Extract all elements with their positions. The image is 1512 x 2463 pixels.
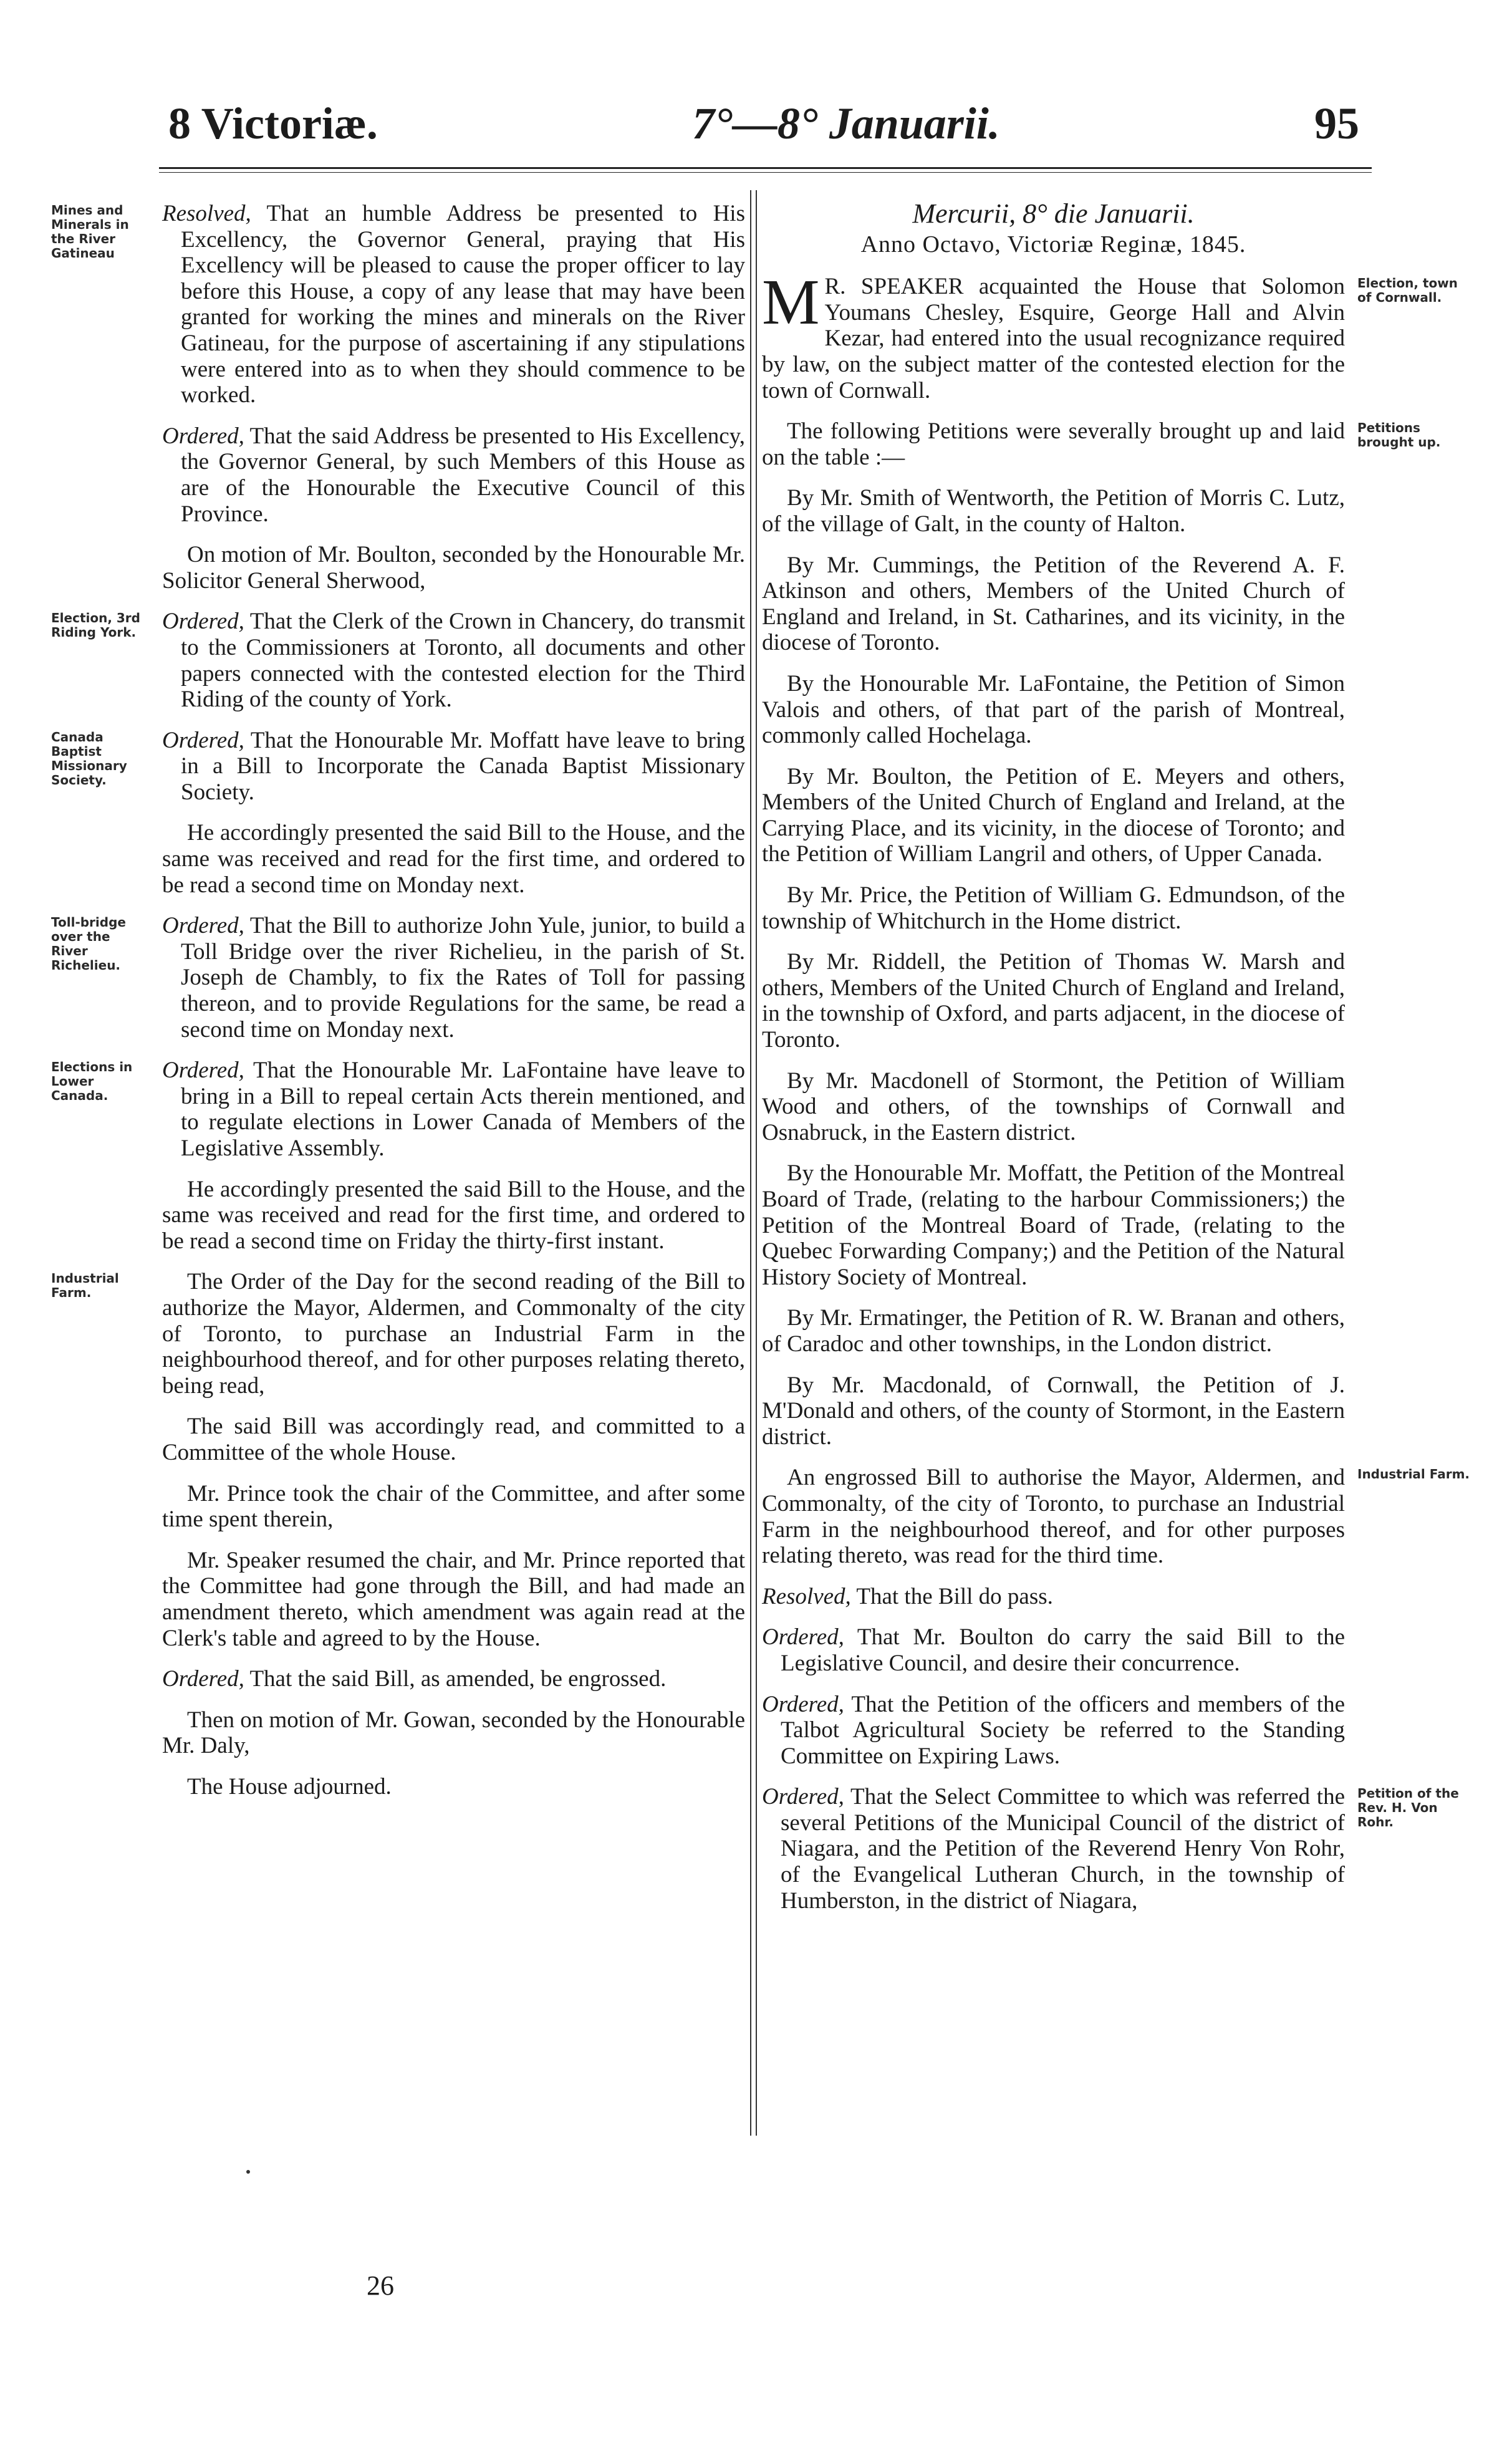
paragraph-text: By the Honourable Mr. Moffatt, the Petition of the Montreal Board of Trade, (relating to the harbour Commissioners;) the Petition of the Montreal Board of Trade, (relating to the Quebec Forwarding Company;) and the Petition of the Natural History Society of Montreal. xyxy=(762,1160,1345,1290)
margin-note: Election, town of Cornwall. xyxy=(1357,276,1458,306)
right-paragraph xyxy=(762,671,1345,749)
paragraph-text: By Mr. Boulton, the Petition of E. Meyers and others, Members of the United Church of England and Ireland, at the Carrying Place, and its vicinity, in the diocese of Toronto; and the Petition of William Langril and others, of Upper Canada. xyxy=(762,763,1345,867)
left-paragraph xyxy=(162,1177,745,1255)
drop-capital: M xyxy=(762,266,820,339)
paragraph-text: He accordingly presented the said Bill to the House, and the same was received and read for the first time, and ordered to be read a second time on Monday next. xyxy=(162,820,745,898)
paragraph-text: That the Bill to authorize John Yule, junior, to build a Toll Bridge over the river Richelieu, in the parish of St. Joseph de Chambly, to fix the Rates of Toll for passing thereon, and to provide Regulations for the same, be read a second time on Monday next. xyxy=(181,913,745,1043)
column-divider-right xyxy=(756,190,757,2136)
right-column xyxy=(762,198,1470,1929)
paragraph-text: That the said Address be presented to His Excellency, the Governor General, by such Members of this House as are of the Honourable the Executive Council of this Province. xyxy=(181,423,745,527)
right-paragraph xyxy=(762,1584,1345,1610)
header-rule xyxy=(159,167,1372,169)
paragraph-text: By Mr. Cummings, the Petition of the Reverend A. F. Atkinson and others, Members of the United Church of England and Ireland, in St. Catharines, and its vicinity, in the diocese of Toronto. xyxy=(762,552,1345,656)
right-paragraph xyxy=(762,1305,1345,1357)
page-signature: 26 xyxy=(367,2270,394,2301)
left-paragraph xyxy=(162,820,745,898)
right-paragraph xyxy=(762,552,1345,656)
left-paragraph xyxy=(51,727,745,806)
paragraph-text: By Mr. Macdonald, of Cornwall, the Petition of J. M'Donald and others, of the county of Stormont, in the Eastern district. xyxy=(762,1372,1345,1450)
header-rule-thin xyxy=(159,172,1372,173)
paragraph-text: That the Bill do pass. xyxy=(850,1583,1053,1609)
paragraph-text: By Mr. Macdonell of Stormont, the Petition of William Wood and others, of the townships of Cornwall and Osnabruck, in the Eastern district. xyxy=(762,1068,1345,1145)
regnal-year: Anno Octavo, Victoriæ Reginæ, 1845. xyxy=(860,231,1246,258)
paragraph-text: That the Honourable Mr. LaFontaine have leave to bring in a Bill to repeal certain Acts therein mentioned, and to regulate elections in Lower Canada of Members of the Legislative Assembly. xyxy=(181,1058,745,1161)
margin-note: Elections in Lower Canada. xyxy=(51,1059,133,1104)
right-paragraph xyxy=(762,418,1441,470)
right-paragraph xyxy=(762,1372,1345,1450)
paragraph-text: Mr. Speaker resumed the chair, and Mr. Prince reported that the Committee had gone through the Bill, and had made an amendment thereto, which amendment was again read at the Clerk's table and agreed to by the House. xyxy=(162,1547,745,1651)
left-paragraph xyxy=(162,1774,745,1800)
paragraph-text: That an humble Address be presented to His Excellency, the Governor General, praying that His Excellency will be pleased to cause the proper officer to lay before this House, a copy of any lease that may have been granted for working the mines and minerals on the River Gatineau, for the purpose of ascertaining if any stipulations were entered into as to when they should commence to be worked. xyxy=(181,201,745,408)
left-paragraph xyxy=(162,423,745,527)
paragraph-label: Resolved, xyxy=(762,1583,851,1609)
paragraph-text: He accordingly presented the said Bill to the House, and the same was received and read for the first time, and ordered to be read a second time on Friday the thirty-first instant. xyxy=(162,1176,745,1254)
margin-note: Toll-bridge over the River Richelieu. xyxy=(51,915,126,973)
paragraph-text: By Mr. Price, the Petition of William G. Edmundson, of the township of Whitchurch in the Home district. xyxy=(762,882,1345,934)
left-paragraph xyxy=(51,609,745,713)
right-paragraph xyxy=(762,1624,1345,1676)
right-paragraph xyxy=(762,1068,1345,1146)
left-paragraph xyxy=(162,542,745,594)
right-paragraph xyxy=(762,1160,1345,1290)
header-left: 8 Victoriæ. xyxy=(168,99,378,148)
paragraph-text: The House adjourned. xyxy=(187,1773,392,1800)
page-number: 95 xyxy=(1314,99,1359,148)
left-paragraph xyxy=(162,1548,745,1651)
paragraph-label: Ordered, xyxy=(762,1624,844,1651)
margin-note: Industrial Farm. xyxy=(51,1271,119,1301)
paragraph-text: Then on motion of Mr. Gowan, seconded by the Honourable Mr. Daly, xyxy=(162,1707,746,1759)
paragraph-text: That Mr. Boulton do carry the said Bill to the Legislative Council, and desire their concurrence. xyxy=(781,1624,1345,1676)
paragraph-label: Ordered, xyxy=(162,1666,244,1692)
paragraph-label: Ordered, xyxy=(162,727,244,753)
paragraph-text: That the Honourable Mr. Moffatt have leave to bring in a Bill to Incorporate the Canada Baptist Missionary Society. xyxy=(181,727,745,805)
left-paragraph xyxy=(162,1414,745,1465)
paragraph-label: Ordered, xyxy=(162,1058,244,1084)
left-paragraph xyxy=(51,201,745,408)
right-paragraph xyxy=(762,1784,1459,1914)
left-paragraph xyxy=(162,1707,745,1759)
paragraph-text: The Order of the Day for the second reading of the Bill to authorize the Mayor, Aldermen, and Commonalty of the city of Toronto, to purchase an Industrial Farm in the neighbourhood thereof, and for other purposes relating thereto, being read, xyxy=(162,1269,745,1399)
margin-note: Industrial Farm. xyxy=(1357,1467,1470,1482)
left-paragraph xyxy=(51,1058,745,1161)
right-paragraph xyxy=(762,1465,1470,1569)
left-paragraph xyxy=(51,913,745,1043)
left-paragraph xyxy=(162,1481,745,1533)
margin-note: Election, 3rd Riding York. xyxy=(51,610,140,640)
margin-note: Petition of the Rev. H. Von Rohr. xyxy=(1357,1786,1459,1830)
margin-note: Canada Baptist Missionary Society. xyxy=(51,729,127,788)
paragraph-text: By Mr. Ermatinger, the Petition of R. W. Branan and others, of Caradoc and other townships, in the London district. xyxy=(762,1305,1345,1357)
right-paragraph xyxy=(762,485,1345,537)
left-column xyxy=(51,201,746,1815)
right-paragraph xyxy=(762,949,1345,1053)
left-paragraph xyxy=(51,1269,745,1399)
margin-note: Petitions brought up. xyxy=(1357,420,1441,450)
paragraph-label: Ordered, xyxy=(162,913,244,939)
paragraph-text: An engrossed Bill to authorise the Mayor, Aldermen, and Commonalty, of the city of Toronto, to purchase an Industrial Farm in the neighbourhood thereof, and for other purposes relating thereto, was read for the third time. xyxy=(762,1465,1345,1569)
paragraph-text: Mr. Prince took the chair of the Committee, and after some time spent therein, xyxy=(162,1480,745,1533)
ink-dot xyxy=(246,2170,250,2174)
header-center: 7°—8° Januarii. xyxy=(692,99,1000,148)
paragraph-label: Resolved, xyxy=(162,201,251,226)
paragraph-label: Ordered, xyxy=(162,423,244,449)
right-paragraph xyxy=(762,266,1458,403)
right-paragraph xyxy=(762,882,1345,934)
paragraph-label: Ordered, xyxy=(762,1784,844,1810)
paragraph-text: The said Bill was accordingly read, and committed to a Committee of the whole House. xyxy=(162,1414,745,1465)
paragraph-text: R. SPEAKER acquainted the House that Solomon Youmans Chesley, Esquire, George Hall and Alvin Kezar, had entered into the usual recognizance required by law, on the subject matter of the contested election for the town of Cornwall. xyxy=(762,274,1345,403)
paragraph-text: By Mr. Smith of Wentworth, the Petition of Morris C. Lutz, of the village of Galt, in the county of Halton. xyxy=(762,485,1345,537)
paragraph-text: That the said Bill, as amended, be engrossed. xyxy=(244,1666,667,1692)
paragraph-label: Ordered, xyxy=(762,1691,844,1717)
paragraph-text: That the Petition of the officers and members of the Talbot Agricultural Society be referred to the Standing Committee on Expiring Laws. xyxy=(781,1691,1345,1769)
paragraph-text: That the Select Committee to which was referred the several Petitions of the Municipal Council of the district of Niagara, and the Petition of the Reverend Henry Von Rohr, of the Evangelical Lutheran Church, in the township of Humberston, in the district of Niagara, xyxy=(781,1784,1345,1914)
right-paragraph xyxy=(762,764,1345,867)
column-divider-left xyxy=(750,190,751,2136)
paragraph-text: The following Petitions were severally brought up and laid on the table :— xyxy=(762,418,1345,470)
left-paragraph xyxy=(162,1666,745,1692)
paragraph-text: On motion of Mr. Boulton, seconded by the Honourable Mr. Solicitor General Sherwood, xyxy=(162,542,745,594)
right-paragraph xyxy=(762,1692,1345,1770)
paragraph-text: By the Honourable Mr. LaFontaine, the Petition of Simon Valois and others, of that part of the parish of Montreal, commonly called Hochelaga. xyxy=(762,670,1345,749)
paragraph-label: Ordered, xyxy=(162,609,244,635)
paragraph-text: By Mr. Riddell, the Petition of Thomas W. Marsh and others, Members of the United Church of England and Ireland, in the township of Oxford, and parts adjacent, in the diocese of Toronto. xyxy=(762,949,1345,1053)
day-title: Mercurii, 8° die Januarii. xyxy=(912,198,1195,229)
paragraph-text: That the Clerk of the Crown in Chancery, do transmit to the Commissioners at Toronto, all documents and other papers connected with the contested election for the Third Riding of the county of York. xyxy=(181,609,745,713)
margin-note: Mines and Minerals in the River Gatineau xyxy=(51,203,129,261)
page-header xyxy=(168,94,1359,150)
